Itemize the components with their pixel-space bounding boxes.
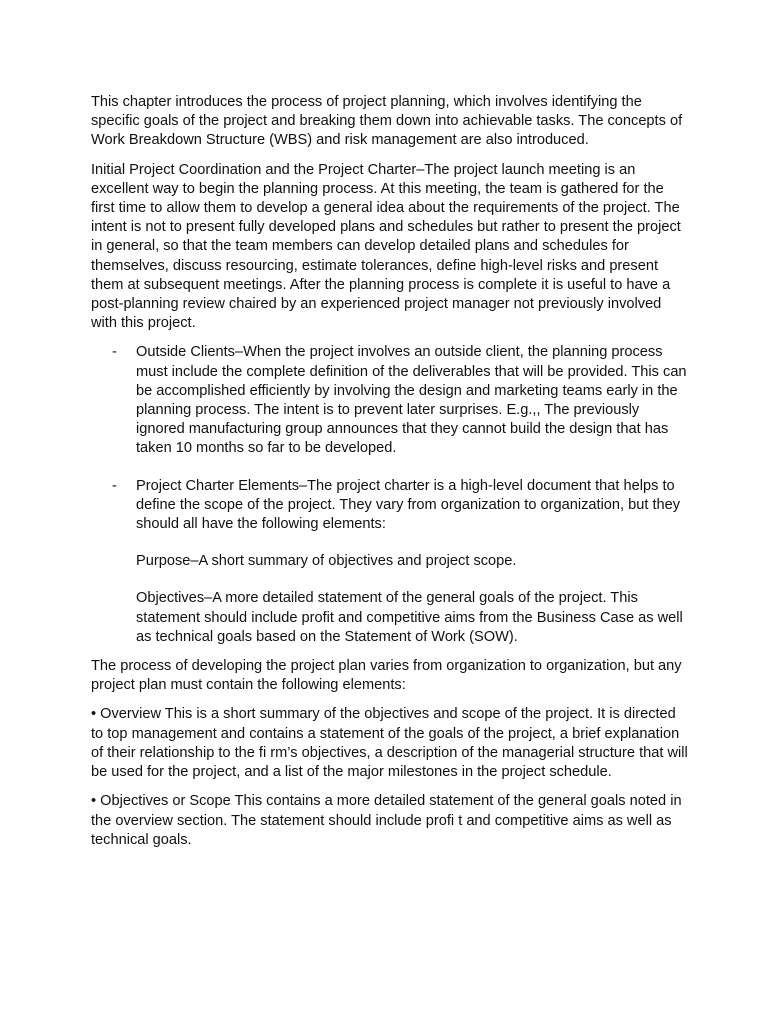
objectives-scope-paragraph: • Objectives or Scope This contains a more detailed statement of the general goals noted in the overview section. The statement should include profi t and competitive aims as well as technical goals. xyxy=(91,793,682,848)
bullet-dash: - xyxy=(112,344,117,361)
charter-bullet-list xyxy=(91,343,691,647)
charter-elements-text: Project Charter Elements–The project charter is a high-level document that helps to define the scope of the project. They vary from organization to organization, but they should all have the following elements: xyxy=(136,477,681,533)
overview-paragraph: • Overview This is a short summary of the objectives and scope of the project. It is directed to top management and contains a statement of the goals of the project, a brief explanation of their relationship to the fi rm’s objectives, a description of the managerial structure that will be used for the project, and a list of the major milestones in the project schedule. xyxy=(91,706,688,781)
project-coordination-paragraph: Initial Project Coordination and the Project Charter–The project launch meeting is an excellent way to begin the planning process. At this meeting, the team is gathered for the first time to allow them to develop a general idea about the requirements of the project. The intent is not to present fully developed plans and schedules but rather to present the project in general, so that the team members can develop detailed plans and schedules for themselves, discuss resourcing, estimate tolerances, define high-level risks and present them at subsequent meetings. After the planning process is complete it is useful to have a post-planning review chaired by an experienced project manager not previously involved with this project. xyxy=(91,161,681,332)
charter-objectives-text: Objectives–A more detailed statement of the general goals of the project. This statement should include profit and competitive aims from the Business Case as well as technical goals based on the Statement of Work (SOW). xyxy=(136,590,683,645)
bullet-charter-elements xyxy=(91,477,691,647)
outside-clients-text: Outside Clients–When the project involves an outside client, the planning process must include the complete definition of the deliverables that will be provided. This can be accomplished efficiently by involving the design and marketing teams early in the planning process. The intent is to prevent later surprises. E.g.,, The previously ignored manufacturing group announces that they cannot build the design that has taken 10 months so far to be developed. xyxy=(136,344,687,457)
bullet-dash: - xyxy=(112,477,117,494)
document-page xyxy=(91,93,691,860)
bullet-outside-clients xyxy=(91,343,691,458)
plan-intro-paragraph: The process of developing the project plan varies from organization to organization, but any project plan must contain the following elements: xyxy=(91,658,682,694)
intro-paragraph: This chapter introduces the process of project planning, which involves identifying the specific goals of the project and breaking them down into achievable tasks. The concepts of Work Breakdown Structure (WBS) and risk management are also introduced. xyxy=(91,94,683,149)
charter-purpose-text: Purpose–A short summary of objectives and project scope. xyxy=(136,553,517,570)
